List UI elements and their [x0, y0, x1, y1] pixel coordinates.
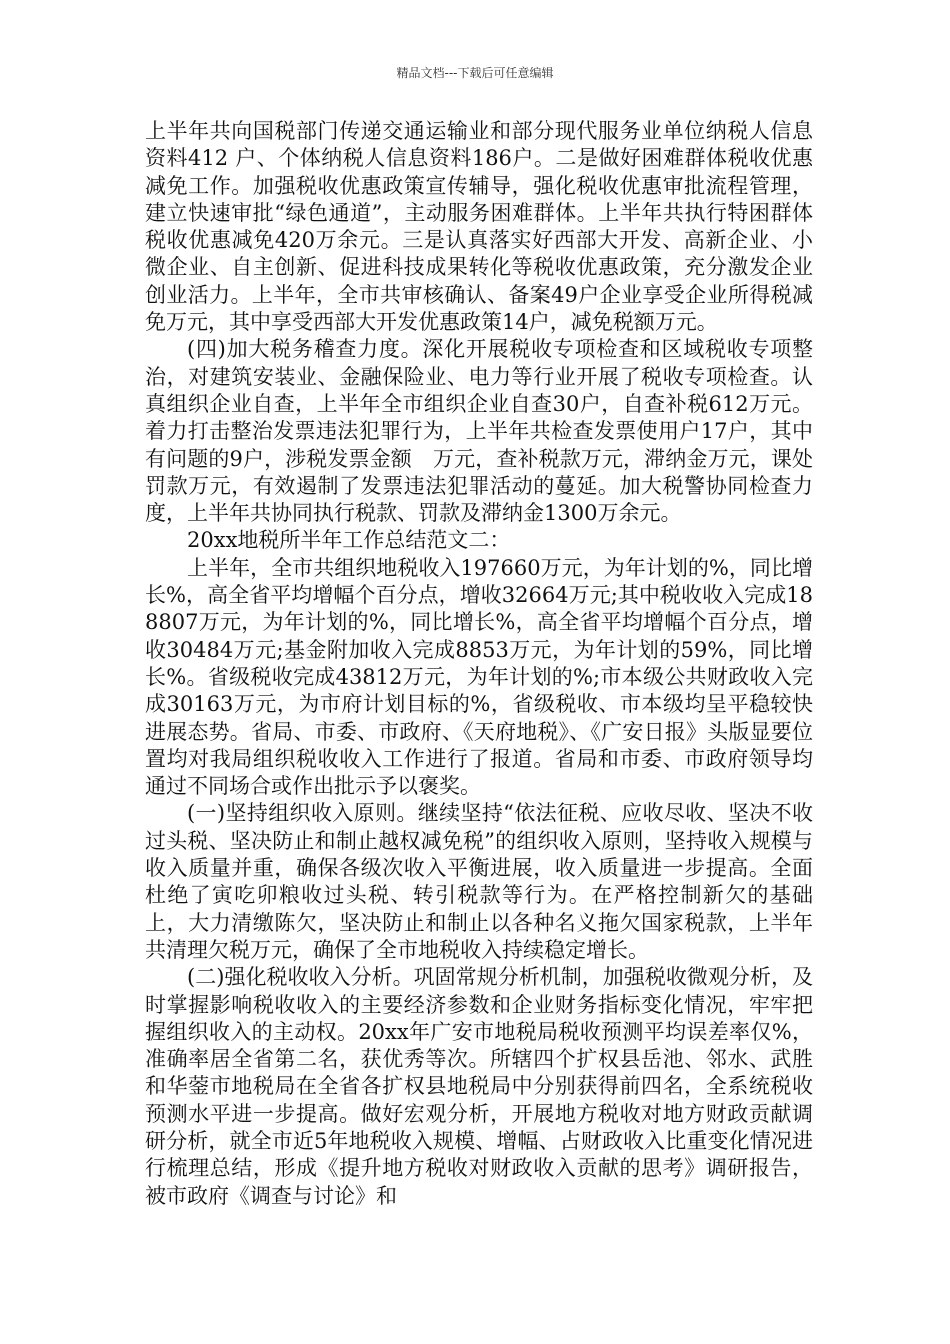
paragraph-5: (二)强化税收收入分析。巩固常规分析机制，加强税收微观分析，及时掌握影响税收收入的主要经济参数和企业财务指标变化情况，牢牢把握组织收入的主动权。20xx年广安市地税局税收预测平均误差率仅%，准确率居全省第二名，获优秀等次。所辖四个扩权县岳池、邻水、武胜和华蓥市地税局在全省各扩权县地税局中分别获得前四名，全系统税收预测水平进一步提高。做好宏观分析，开展地方税收对地方财政贡献调研分析，就全市近5年地税收入规模、增幅、占财政收入比重变化情况进行梳理总结，形成《提升地方税收对财政收入贡献的思考》调研报告，被市政府《调查与讨论》和	[145, 965, 813, 1208]
paragraph-2: (四)加大税务稽查力度。深化开展税收专项检查和区域税收专项整治，对建筑安装业、金融保险业、电力等行业开展了税收专项检查。认真组织企业自查，上半年全市组织企业自查30户，自查补税612万元。着力打击整治发票违法犯罪行为，上半年共检查发票使用户17户，其中有问题的9户，涉税发票金额 万元，查补税款万元，滞纳金万元，课处罚款万元，有效遏制了发票违法犯罪活动的蔓延。加大税警协同检查力度，上半年共协同执行税款、罚款及滞纳金1300万余元。	[145, 337, 813, 526]
paragraph-3: 上半年，全市共组织地税收入197660万元，为年计划的%，同比增长%，高全省平均增幅个百分点，增收32664万元;其中税收收入完成188807万元，为年计划的%，同比增长%，高全省平均增幅个百分点，增收30484万元;基金附加收入完成8853万元，为年计划的59%，同比增长%。省级税收完成43812万元，为年计划的%;市本级公共财政收入完成30163万元，为市府计划目标的%，省级税收、市本级均呈平稳较快进展态势。省局、市委、市政府、《天府地税》、《广安日报》头版显要位置均对我局组织税收收入工作进行了报道。省局和市委、市政府领导均通过不同场合或作出批示予以褒奖。	[145, 555, 813, 799]
document-body	[145, 118, 813, 1210]
section-title: 20xx地税所半年工作总结范文二：	[187, 528, 511, 553]
page-header: 精品文档---下载后可任意编辑	[396, 66, 554, 80]
paragraph-4: (一)坚持组织收入原则。继续坚持“依法征税、应收尽收、坚决不收过头税、坚决防止和制止越权减免税”的组织收入原则，坚持收入规模与收入质量并重，确保各级次收入平衡进展，收入质量进一步提高。全面杜绝了寅吃卯粮收过头税、转引税款等行为。在严格控制新欠的基础上，大力清缴陈欠，坚决防止和制止以各种名义拖欠国家税款，上半年共清理欠税万元，确保了全市地税收入持续稳定增长。	[145, 801, 813, 962]
paragraph-1: 上半年共向国税部门传递交通运输业和部分现代服务业单位纳税人信息资料412 户、个体纳税人信息资料186户。二是做好困难群体税收优惠减免工作。加强税收优惠政策宣传辅导，强化税收优惠审批流程管理，建立快速审批“绿色通道”，主动服务困难群体。上半年共执行特困群体税收优惠减免420万余元。三是认真落实好西部大开发、高新企业、小微企业、自主创新、促进科技成果转化等税收优惠政策，充分激发企业创业活力。上半年，全市共审核确认、备案49户企业享受企业所得税减免万元，其中享受西部大开发优惠政策14户，减免税额万元。	[145, 119, 813, 335]
